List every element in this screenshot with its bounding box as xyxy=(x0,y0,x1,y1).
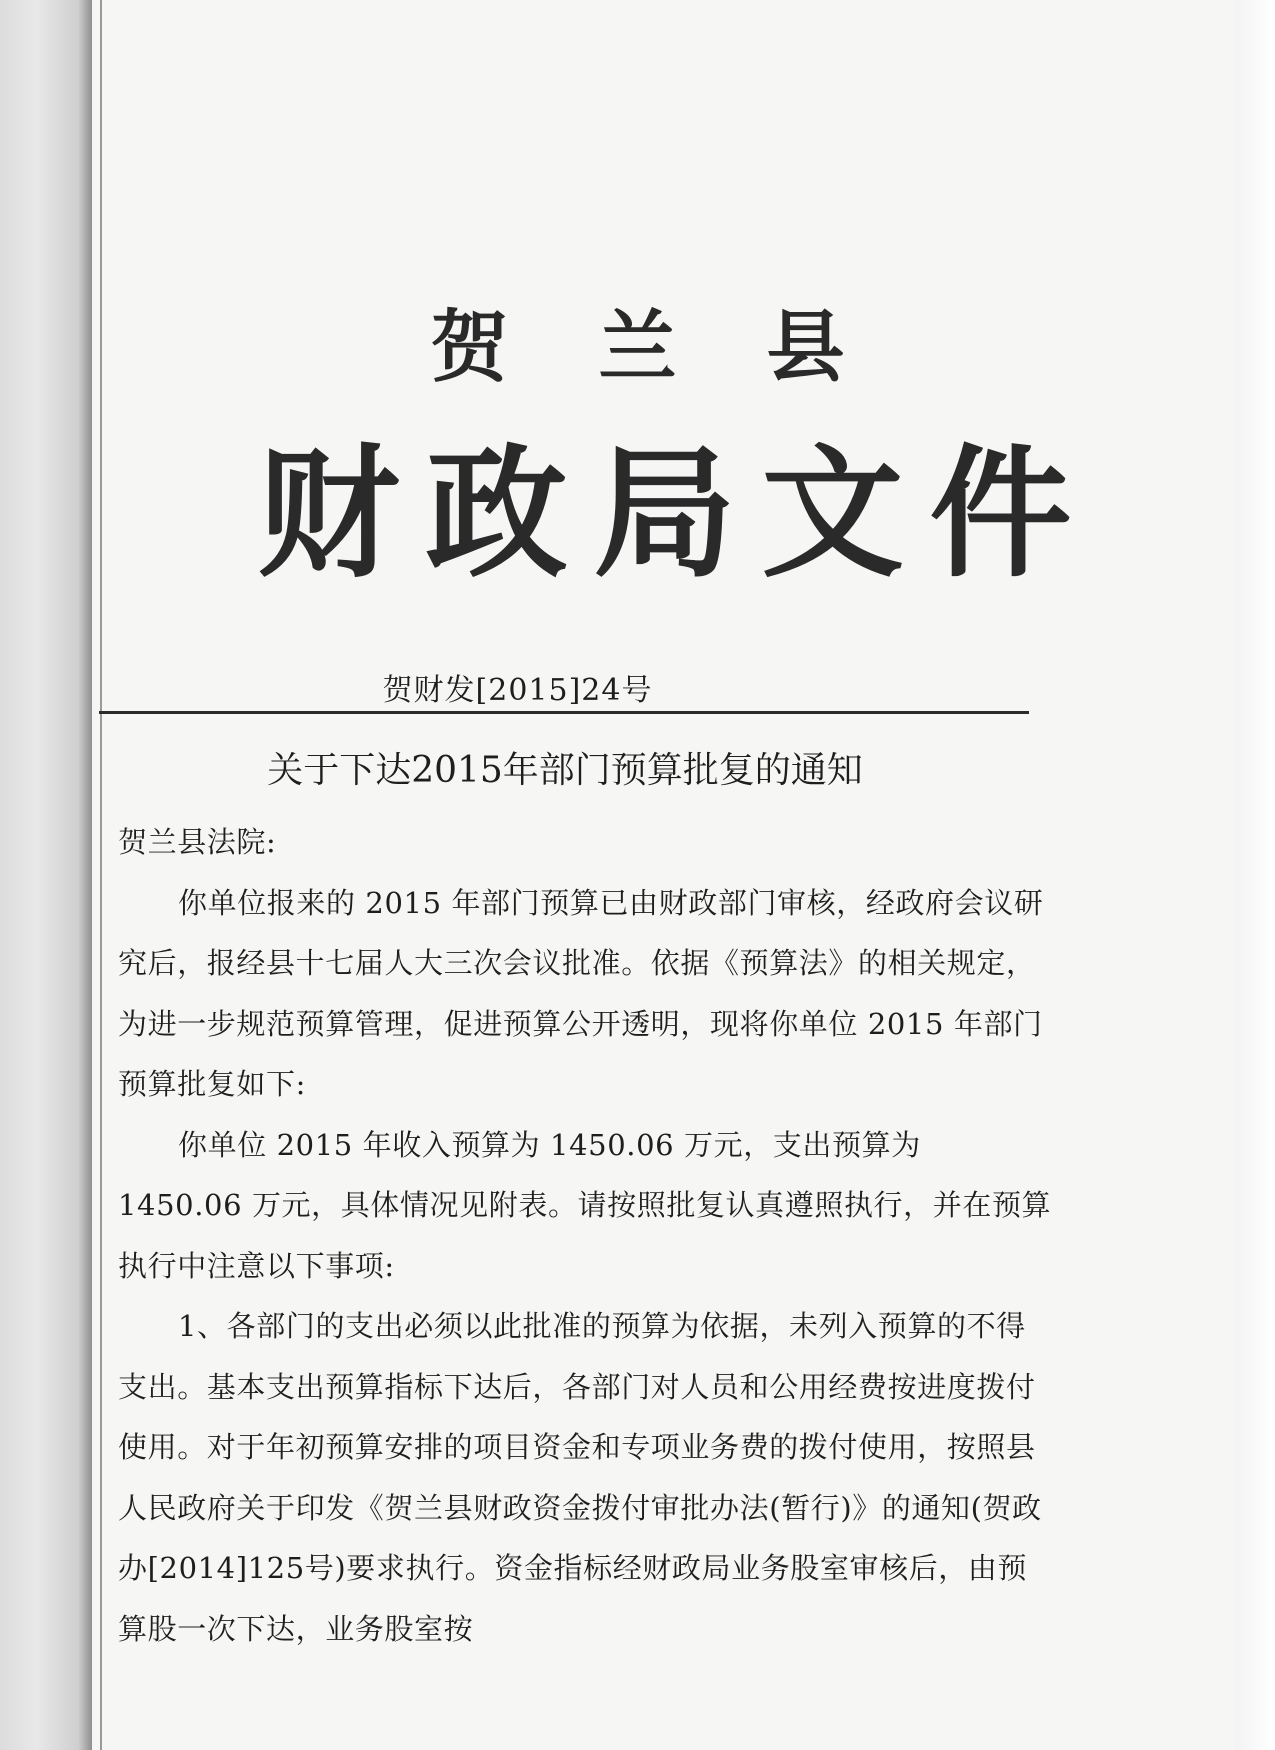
scan-fold-line xyxy=(100,0,102,1750)
issuer-county-heading: 贺兰县 xyxy=(430,302,935,393)
document-body xyxy=(118,812,1053,1659)
body-paragraph: 你单位 2015 年收入预算为 1450.06 万元，支出预算为 1450.06 万元，具体情况见附表。请按照批复认真遵照执行，并在预算执行中注意以下事项: xyxy=(118,1127,1052,1283)
body-paragraph: 你单位报来的 2015 年部门预算已由财政部门审核，经政府会议研究后，报经县十七届人大三次会议批准。依据《预算法》的相关规定，为进一步规范预算管理，促进预算公开透明，现将你单位 2015 年部门预算批复如下: xyxy=(118,885,1044,1101)
document-number: 贺财发[2015]24号 xyxy=(382,673,653,708)
scan-right-edge xyxy=(1235,0,1275,1750)
scan-left-margin xyxy=(0,0,92,1750)
notice-title: 关于下达2015年部门预算批复的通知 xyxy=(267,750,863,791)
body-paragraph: 1、各部门的支出必须以此批准的预算为依据，未列入预算的不得支出。基本支出预算指标下达后，各部门对人员和公用经费按进度拨付使用。对于年初预算安排的项目资金和专项业务费的拨付使用，按照县人民政府关于印发《贺兰县财政资金拨付审批办法(暂行)》的通知(贺政办[2014]125号)要求执行。资金指标经财政局业务股室审核后，由预算股一次下达，业务股室按 xyxy=(118,1309,1042,1646)
issuer-bureau-heading: 财政局文件 xyxy=(257,431,1098,597)
addressee: 贺兰县法院: xyxy=(118,825,277,859)
header-divider xyxy=(99,711,1029,714)
